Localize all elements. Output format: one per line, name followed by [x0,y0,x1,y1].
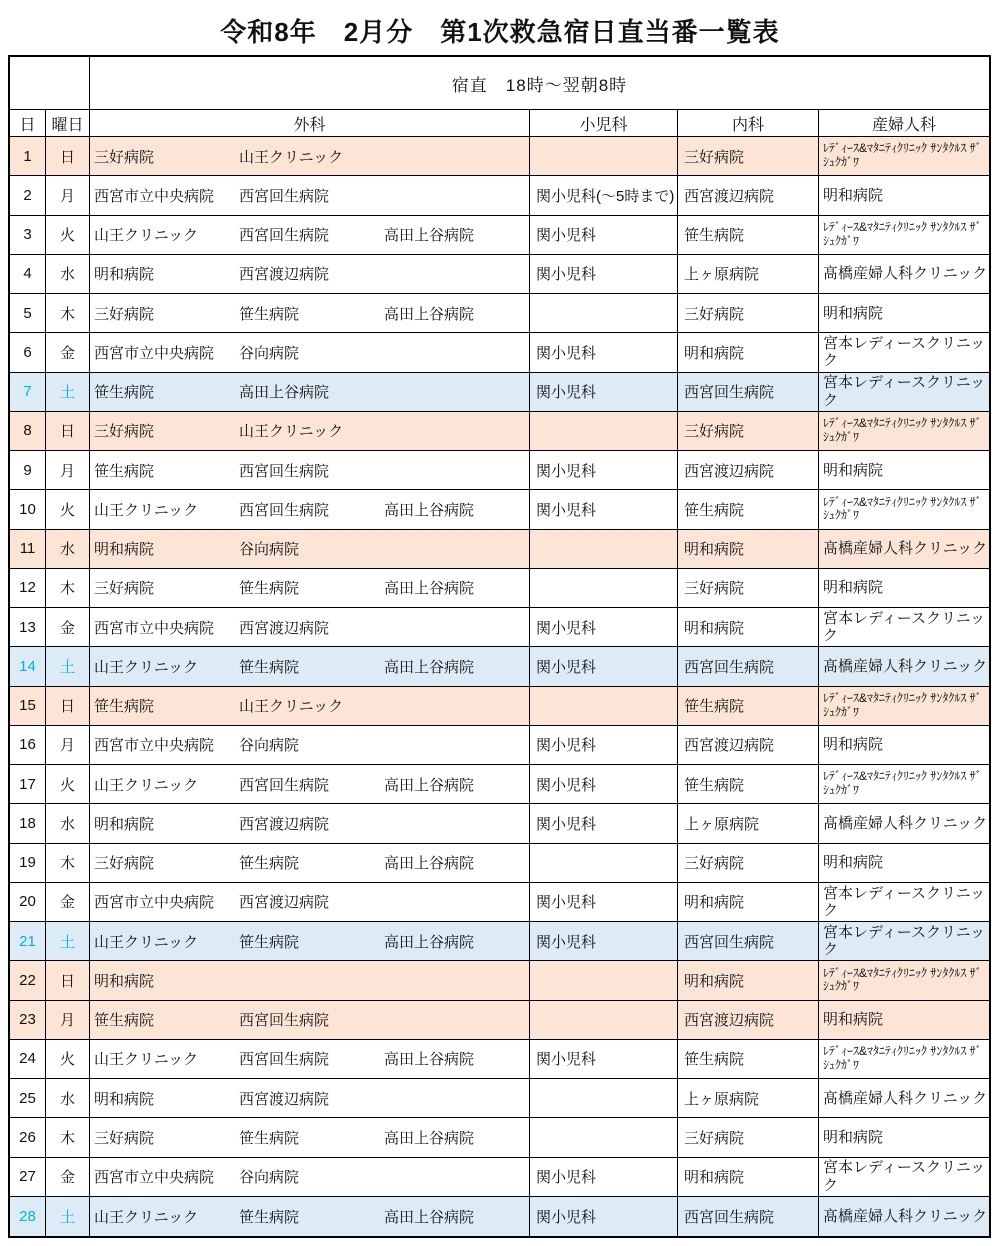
surgery-hospital-2: 山王クリニック [239,698,344,716]
surgery-cell [90,1158,530,1196]
table-row [10,765,989,804]
surgery-hospital-1: 山王クリニック [94,227,199,245]
obgyn-cell: 明和病院 [823,304,884,322]
surgery-hospital-2: 笹生病院 [239,305,300,323]
obgyn-cell: ﾚﾃﾞｨｰｽ&ﾏﾀﾆﾃｨｸﾘﾆｯｸ ｻﾝﾀｸﾙｽ ｻﾞ ｼｭｸｶﾞﾜ [823,690,982,719]
surgery-hospital-2: 西宮渡辺病院 [239,815,330,833]
duty-hours-header: 宿直 18時～翌朝8時 [451,75,628,95]
surgery-hospital-2: 笹生病院 [239,580,300,598]
column-header-pediatrics: 小児科 [530,110,678,136]
surgery-hospital-1: 明和病院 [94,266,155,284]
pediatrics-cell: 関小児科 [530,490,678,528]
table-row [10,1040,989,1079]
obgyn-cell: ﾚﾃﾞｨｰｽ&ﾏﾀﾆﾃｨｸﾘﾆｯｸ ｻﾝﾀｸﾙｽ ｻﾞ ｼｭｸｶﾞﾜ [823,416,982,444]
column-header-obgyn: 産婦人科 [871,116,936,134]
surgery-hospital-1: 三好病院 [94,305,155,323]
surgery-cell [90,1118,530,1156]
day-cell: 3 [10,216,46,254]
day-cell: 23 [10,1001,46,1039]
column-header-weekday: 曜日 [46,110,90,136]
weekday-cell: 水 [46,255,90,293]
pediatrics-cell: 関小児科 [530,608,678,646]
table-row [10,137,989,176]
surgery-cell [90,765,530,803]
weekday-cell: 月 [46,176,90,214]
table-row [10,1001,989,1040]
surgery-hospital-3: 高田上谷病院 [384,1051,475,1069]
day-cell: 2 [10,176,46,214]
surgery-hospital-3: 高田上谷病院 [384,855,475,873]
internal-medicine-cell: 笹生病院 [678,1040,819,1078]
internal-medicine-cell: 西宮回生病院 [678,922,819,960]
day-cell: 18 [10,804,46,842]
surgery-hospital-3: 高田上谷病院 [384,1208,475,1226]
surgery-hospital-1: 笹生病院 [94,462,155,480]
surgery-cell [90,373,530,411]
surgery-hospital-1: 西宮市立中央病院 [94,187,215,205]
weekday-cell: 木 [46,569,90,607]
weekday-cell: 水 [46,530,90,568]
surgery-cell [90,608,530,646]
corner-empty-cell [10,57,90,109]
weekday-cell: 金 [46,883,90,921]
table-row [10,647,989,686]
pediatrics-cell [530,961,678,999]
internal-medicine-cell: 笹生病院 [678,216,819,254]
day-cell: 13 [10,608,46,646]
surgery-cell [90,451,530,489]
surgery-cell [90,530,530,568]
pediatrics-cell: 関小児科 [530,333,678,371]
weekday-cell: 土 [46,1197,90,1236]
pediatrics-cell: 関小児科 [530,216,678,254]
obgyn-cell: 宮本レディースクリニック [823,374,986,409]
surgery-hospital-2: 笹生病院 [239,1129,300,1147]
pediatrics-cell [530,412,678,450]
internal-medicine-cell: 笹生病院 [678,490,819,528]
weekday-cell: 土 [46,922,90,960]
weekday-cell: 月 [46,1001,90,1039]
surgery-hospital-1: 山王クリニック [94,933,199,951]
surgery-cell [90,804,530,842]
surgery-hospital-2: 西宮渡辺病院 [239,619,330,637]
pediatrics-cell: 関小児科 [530,373,678,411]
table-row [10,333,989,372]
table-row [10,922,989,961]
weekday-cell: 水 [46,804,90,842]
surgery-hospital-2: 笹生病院 [239,933,300,951]
surgery-hospital-2: 西宮回生病院 [239,1051,330,1069]
surgery-hospital-1: 笹生病院 [94,698,155,716]
pediatrics-cell [530,1118,678,1156]
weekday-cell: 日 [46,687,90,725]
column-header-row [10,110,989,137]
table-row [10,608,989,647]
surgery-hospital-3: 高田上谷病院 [384,580,475,598]
obgyn-cell: 明和病院 [823,1011,884,1028]
surgery-hospital-2: 西宮回生病院 [239,501,330,519]
surgery-hospital-2: 笹生病院 [239,855,300,873]
pediatrics-cell: 関小児科 [530,255,678,293]
table-row [10,176,989,215]
surgery-hospital-1: 西宮市立中央病院 [94,344,215,362]
pediatrics-cell [530,294,678,332]
surgery-cell [90,1001,530,1039]
obgyn-cell: ﾚﾃﾞｨｰｽ&ﾏﾀﾆﾃｨｸﾘﾆｯｸ ｻﾝﾀｸﾙｽ ｻﾞ ｼｭｸｶﾞﾜ [823,965,982,994]
column-header-day: 日 [10,110,46,136]
weekday-cell: 日 [46,137,90,175]
table-row [10,530,989,569]
surgery-cell [90,137,530,175]
surgery-hospital-1: 西宮市立中央病院 [94,894,215,912]
surgery-hospital-1: 笹生病院 [94,1012,155,1030]
table-row [10,1158,989,1197]
weekday-cell: 月 [46,726,90,764]
day-cell: 5 [10,294,46,332]
surgery-cell [90,569,530,607]
weekday-cell: 水 [46,1079,90,1117]
weekday-cell: 火 [46,490,90,528]
table-row [10,373,989,412]
surgery-hospital-2: 西宮渡辺病院 [239,894,330,912]
surgery-hospital-2: 山王クリニック [239,148,344,166]
table-row [10,804,989,843]
surgery-hospital-1: 山王クリニック [94,776,199,794]
obgyn-cell: 髙橋産婦人科クリニック [823,1207,988,1225]
pediatrics-cell: 関小児科 [530,1040,678,1078]
pediatrics-cell: 関小児科 [530,1158,678,1196]
surgery-cell [90,1079,530,1117]
weekday-cell: 月 [46,451,90,489]
table-row [10,961,989,1000]
obgyn-cell: ﾚﾃﾞｨｰｽ&ﾏﾀﾆﾃｨｸﾘﾆｯｸ ｻﾝﾀｸﾙｽ ｻﾞ ｼｭｸｶﾞﾜ [823,1044,982,1072]
obgyn-cell: 宮本レディースクリニック [823,335,986,370]
surgery-hospital-2: 笹生病院 [239,658,300,676]
surgery-hospital-1: 明和病院 [94,541,155,559]
surgery-cell [90,216,530,254]
surgery-hospital-2: 西宮渡辺病院 [239,1090,330,1108]
day-cell: 10 [10,490,46,528]
weekday-cell: 金 [46,333,90,371]
surgery-hospital-2: 笹生病院 [239,1208,300,1226]
obgyn-cell: 髙橋産婦人科クリニック [823,657,988,675]
internal-medicine-cell: 三好病院 [678,412,819,450]
internal-medicine-cell: 西宮回生病院 [678,1197,819,1236]
surgery-hospital-3: 高田上谷病院 [384,933,475,951]
day-cell: 8 [10,412,46,450]
weekday-cell: 日 [46,412,90,450]
surgery-cell [90,1197,530,1236]
surgery-hospital-1: 三好病院 [94,580,155,598]
obgyn-cell: ﾚﾃﾞｨｰｽ&ﾏﾀﾆﾃｨｸﾘﾆｯｸ ｻﾝﾀｸﾙｽ ｻﾞ ｼｭｸｶﾞﾜ [823,219,982,248]
day-cell: 28 [10,1197,46,1236]
surgery-hospital-3: 高田上谷病院 [384,305,475,323]
weekday-cell: 木 [46,294,90,332]
pediatrics-cell: 関小児科 [530,451,678,489]
pediatrics-cell: 関小児科 [530,804,678,842]
surgery-hospital-1: 山王クリニック [94,1208,199,1226]
table-row [10,1197,989,1236]
obgyn-cell: 宮本レディースクリニック [823,923,986,959]
surgery-hospital-2: 谷向病院 [239,541,300,559]
table-row [10,883,989,922]
weekday-cell: 金 [46,1158,90,1196]
surgery-hospital-1: 明和病院 [94,815,155,833]
surgery-cell [90,922,530,960]
obgyn-cell: ﾚﾃﾞｨｰｽ&ﾏﾀﾆﾃｨｸﾘﾆｯｸ ｻﾝﾀｸﾙｽ ｻﾞ ｼｭｸｶﾞﾜ [823,769,982,798]
surgery-hospital-3: 高田上谷病院 [384,1129,475,1147]
internal-medicine-cell: 上ヶ原病院 [678,1079,819,1117]
obgyn-cell: 宮本レディースクリニック [823,884,986,919]
surgery-hospital-1: 西宮市立中央病院 [94,619,215,637]
day-cell: 6 [10,333,46,371]
page-title: 令和8年 2月分 第1次救急宿日直当番一覧表 [220,17,780,47]
surgery-cell [90,294,530,332]
table-row [10,1079,989,1118]
surgery-cell [90,333,530,371]
day-cell: 12 [10,569,46,607]
surgery-hospital-2: 山王クリニック [239,423,344,441]
table-row [10,1118,989,1157]
table-row [10,255,989,294]
obgyn-cell: 髙橋産婦人科クリニック [823,814,988,832]
pediatrics-cell [530,530,678,568]
day-cell: 16 [10,726,46,764]
pediatrics-cell: 関小児科 [530,726,678,764]
pediatrics-cell [530,137,678,175]
pediatrics-cell [530,844,678,882]
internal-medicine-cell: 三好病院 [678,844,819,882]
table-row [10,844,989,883]
pediatrics-cell [530,687,678,725]
internal-medicine-cell: 西宮回生病院 [678,373,819,411]
surgery-hospital-2: 西宮渡辺病院 [239,266,330,284]
internal-medicine-cell: 明和病院 [678,883,819,921]
internal-medicine-cell: 西宮渡辺病院 [678,176,819,214]
obgyn-cell: ﾚﾃﾞｨｰｽ&ﾏﾀﾆﾃｨｸﾘﾆｯｸ ｻﾝﾀｸﾙｽ ｻﾞ ｼｭｸｶﾞﾜ [823,141,982,170]
surgery-cell [90,647,530,685]
weekday-cell: 木 [46,1118,90,1156]
surgery-hospital-1: 明和病院 [94,1090,155,1108]
weekday-cell: 火 [46,1040,90,1078]
obgyn-cell: 髙橋産婦人科クリニック [823,1089,988,1107]
weekday-cell: 火 [46,765,90,803]
table-row [10,687,989,726]
internal-medicine-cell: 三好病院 [678,569,819,607]
day-cell: 14 [10,647,46,685]
pediatrics-cell: 関小児科 [530,922,678,960]
surgery-hospital-3: 高田上谷病院 [384,227,475,245]
obgyn-cell: ﾚﾃﾞｨｰｽ&ﾏﾀﾆﾃｨｸﾘﾆｯｸ ｻﾝﾀｸﾙｽ ｻﾞ ｼｭｸｶﾞﾜ [823,494,982,523]
internal-medicine-cell: 三好病院 [678,1118,819,1156]
surgery-hospital-2: 谷向病院 [239,344,300,362]
day-cell: 25 [10,1079,46,1117]
table-row [10,490,989,529]
surgery-cell [90,176,530,214]
surgery-hospital-2: 西宮回生病院 [239,462,330,480]
surgery-hospital-2: 谷向病院 [239,737,300,755]
surgery-hospital-2: 西宮回生病院 [239,187,330,205]
pediatrics-cell [530,569,678,607]
pediatrics-cell [530,1001,678,1039]
surgery-hospital-3: 高田上谷病院 [384,776,475,794]
day-cell: 27 [10,1158,46,1196]
surgery-hospital-1: 山王クリニック [94,501,199,519]
surgery-hospital-2: 高田上谷病院 [239,384,330,402]
internal-medicine-cell: 明和病院 [678,608,819,646]
internal-medicine-cell: 上ヶ原病院 [678,255,819,293]
day-cell: 24 [10,1040,46,1078]
surgery-hospital-1: 山王クリニック [94,658,199,676]
pediatrics-cell: 関小児科 [530,647,678,685]
internal-medicine-cell: 明和病院 [678,1158,819,1196]
surgery-hospital-2: 谷向病院 [239,1169,300,1187]
surgery-cell [90,255,530,293]
day-cell: 17 [10,765,46,803]
day-cell: 26 [10,1118,46,1156]
obgyn-cell: 明和病院 [823,1128,884,1146]
surgery-hospital-1: 山王クリニック [94,1051,199,1069]
surgery-hospital-3: 高田上谷病院 [384,501,475,519]
surgery-cell [90,1040,530,1078]
surgery-cell [90,490,530,528]
duty-roster-table [8,55,991,1238]
internal-medicine-cell: 三好病院 [678,294,819,332]
surgery-hospital-2: 西宮回生病院 [239,227,330,245]
day-cell: 9 [10,451,46,489]
day-cell: 4 [10,255,46,293]
internal-medicine-cell: 笹生病院 [678,687,819,725]
obgyn-cell: 明和病院 [823,461,884,479]
internal-medicine-cell: 上ヶ原病院 [678,804,819,842]
internal-medicine-cell: 明和病院 [678,961,819,999]
surgery-hospital-1: 三好病院 [94,423,155,441]
table-body [10,137,989,1236]
surgery-cell [90,844,530,882]
surgery-hospital-1: 西宮市立中央病院 [94,737,215,755]
surgery-cell [90,687,530,725]
surgery-hospital-2: 西宮回生病院 [239,776,330,794]
weekday-cell: 火 [46,216,90,254]
internal-medicine-cell: 西宮渡辺病院 [678,451,819,489]
day-cell: 21 [10,922,46,960]
day-cell: 20 [10,883,46,921]
surgery-hospital-2: 西宮回生病院 [239,1012,330,1030]
table-row [10,412,989,451]
column-header-internal-medicine: 内科 [678,110,819,136]
internal-medicine-cell: 三好病院 [678,137,819,175]
obgyn-cell: 明和病院 [823,186,884,204]
surgery-hospital-1: 西宮市立中央病院 [94,1169,215,1187]
surgery-cell [90,883,530,921]
weekday-cell: 土 [46,373,90,411]
table-row [10,726,989,765]
obgyn-cell: 明和病院 [823,854,884,871]
day-cell: 19 [10,844,46,882]
pediatrics-cell: 関小児科 [530,1197,678,1236]
day-cell: 15 [10,687,46,725]
day-cell: 22 [10,961,46,999]
obgyn-cell: 髙橋産婦人科クリニック [823,540,988,557]
weekday-cell: 土 [46,647,90,685]
table-row [10,569,989,608]
internal-medicine-cell: 西宮回生病院 [678,647,819,685]
day-cell: 1 [10,137,46,175]
obgyn-cell: 明和病院 [823,579,884,597]
surgery-hospital-3: 高田上谷病院 [384,658,475,676]
pediatrics-cell: 関小児科 [530,765,678,803]
weekday-cell: 金 [46,608,90,646]
internal-medicine-cell: 西宮渡辺病院 [678,726,819,764]
internal-medicine-cell: 笹生病院 [678,765,819,803]
surgery-hospital-1: 三好病院 [94,855,155,873]
surgery-cell [90,412,530,450]
weekday-cell: 日 [46,961,90,999]
internal-medicine-cell: 明和病院 [678,333,819,371]
table-row [10,451,989,490]
table-row [10,294,989,333]
obgyn-cell: 宮本レディースクリニック [823,1159,986,1194]
obgyn-cell: 髙橋産婦人科クリニック [823,265,988,283]
pediatrics-cell [530,1079,678,1117]
day-cell: 7 [10,373,46,411]
surgery-hospital-1: 笹生病院 [94,384,155,402]
internal-medicine-cell: 西宮渡辺病院 [678,1001,819,1039]
pediatrics-cell: 関小児科 [530,883,678,921]
obgyn-cell: 明和病院 [823,736,884,754]
column-header-surgery: 外科 [90,110,530,136]
surgery-cell [90,961,530,999]
surgery-cell [90,726,530,764]
internal-medicine-cell: 明和病院 [678,530,819,568]
surgery-hospital-1: 明和病院 [94,972,155,990]
surgery-hospital-1: 三好病院 [94,148,155,166]
surgery-hospital-1: 三好病院 [94,1129,155,1147]
pediatrics-cell: 関小児科(～5時まで) [530,176,678,214]
day-cell: 11 [10,530,46,568]
weekday-cell: 木 [46,844,90,882]
table-row [10,216,989,255]
duty-header-row [10,57,989,110]
obgyn-cell: 宮本レディースクリニック [823,609,986,645]
